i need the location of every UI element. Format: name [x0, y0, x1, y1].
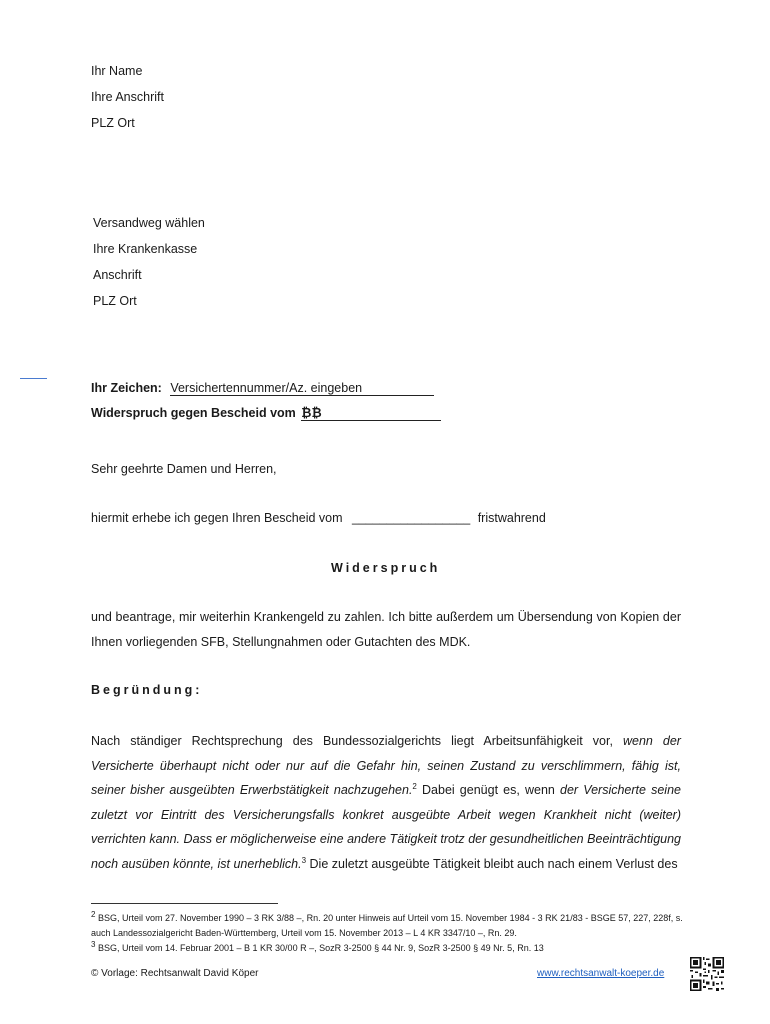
footnote-2	[91, 911, 691, 941]
footer-link[interactable]: www.rechtsanwalt-koeper.de	[537, 968, 665, 979]
recipient-address: Anschrift	[93, 268, 142, 282]
footnote-3-number: 3	[91, 940, 96, 949]
reference-label: Ihr Zeichen:	[91, 381, 162, 395]
sender-name: Ihr Name	[91, 64, 143, 78]
sender-city: PLZ Ort	[91, 116, 135, 130]
salutation: Sehr geehrte Damen und Herren,	[91, 462, 277, 476]
footnote-2-number: 2	[91, 910, 96, 919]
notice-date-blank[interactable]: _________________	[352, 511, 471, 525]
qr-code-icon[interactable]	[690, 957, 724, 991]
delivery-method-field[interactable]: Versandweg wählen	[93, 216, 205, 230]
footnote-3-text: BSG, Urteil vom 14. Februar 2001 – B 1 KR 30/00 R –, SozR 3-2500 § 44 Nr. 9, SozR 3-2500 § 49 Nr. 5, Rn. 13	[97, 943, 544, 953]
objection-heading: Widerspruch	[331, 561, 441, 575]
recipient-city: PLZ Ort	[93, 294, 137, 308]
footnote-ref-3[interactable]: 3	[301, 855, 307, 865]
reasoning-quote-2: der Versicherte seine zuletzt vor Eintritt des Versicherungsfalls konkret ausgeübte Arbeit wegen Krankheit nicht (weiter) verrichten kann. Dass er möglicherweise eine andere Tätigkeit trotz der gesundheitlichen Beeinträchtigung noch ausüben könnte, ist unerheblich.	[91, 783, 681, 871]
subject-date-input[interactable]	[301, 406, 441, 421]
footnote-3	[91, 941, 691, 956]
intro-text: hiermit erhebe ich gegen Ihren Bescheid vom	[91, 511, 343, 525]
intro-after-text: fristwahrend	[477, 511, 546, 525]
footnote-2-text: BSG, Urteil vom 27. November 1990 – 3 RK 3/88 –, Rn. 20 unter Hinweis auf Urteil vom 15. November 1984 - 3 RK 21/83 - BSGE 57, 227, 228f, s. auch Landessozialgericht Baden-Württemberg, Urteil vom 15. November 2013 – L 4 KR 3347/10 –, Rn. 29.	[91, 913, 683, 938]
footer-credit: © Vorlage: Rechtsanwalt David Köper	[91, 968, 259, 979]
reasoning-text-2: Dabei genügt es, wenn	[422, 783, 555, 797]
recipient-insurer: Ihre Krankenkasse	[93, 242, 198, 256]
footnote-separator	[91, 903, 278, 904]
footnote-ref-2[interactable]: 2	[412, 781, 417, 791]
reasoning-text-1: Nach ständiger Rechtsprechung des Bundessozialgerichts liegt Arbeitsunfähigkeit vor,	[91, 734, 613, 748]
subject-line	[91, 406, 441, 421]
reasoning-quote-1: wenn der Versicherte überhaupt nicht oder nur auf die Gefahr hin, seinen Zustand zu verschlimmern, fähig ist, seiner bisher ausgeübten Erwerbstätigkeit nachzugehen.	[91, 734, 681, 797]
reasoning-heading: Begründung:	[91, 683, 203, 697]
intro-line	[91, 511, 546, 525]
reference-input[interactable]	[170, 381, 434, 396]
reasoning-paragraph	[91, 729, 681, 876]
reference-value: Versichertennummer/Az. eingeben	[170, 381, 363, 395]
sender-address: Ihre Anschrift	[91, 90, 164, 104]
subject-date-marker: ₿₿	[301, 406, 322, 420]
request-paragraph: und beantrage, mir weiterhin Krankengeld zu zahlen. Ich bitte außerdem um Übersendung von Kopien der Ihnen vorliegenden SFB, Stellungnahmen oder Gutachten des MDK.	[91, 610, 681, 649]
subject-label: Widerspruch gegen Bescheid vom	[91, 406, 296, 420]
reasoning-text-3: Die zuletzt ausgeübte Tätigkeit bleibt auch nach einem Verlust des	[309, 856, 678, 871]
reference-line	[91, 381, 434, 396]
fold-mark	[20, 378, 47, 379]
